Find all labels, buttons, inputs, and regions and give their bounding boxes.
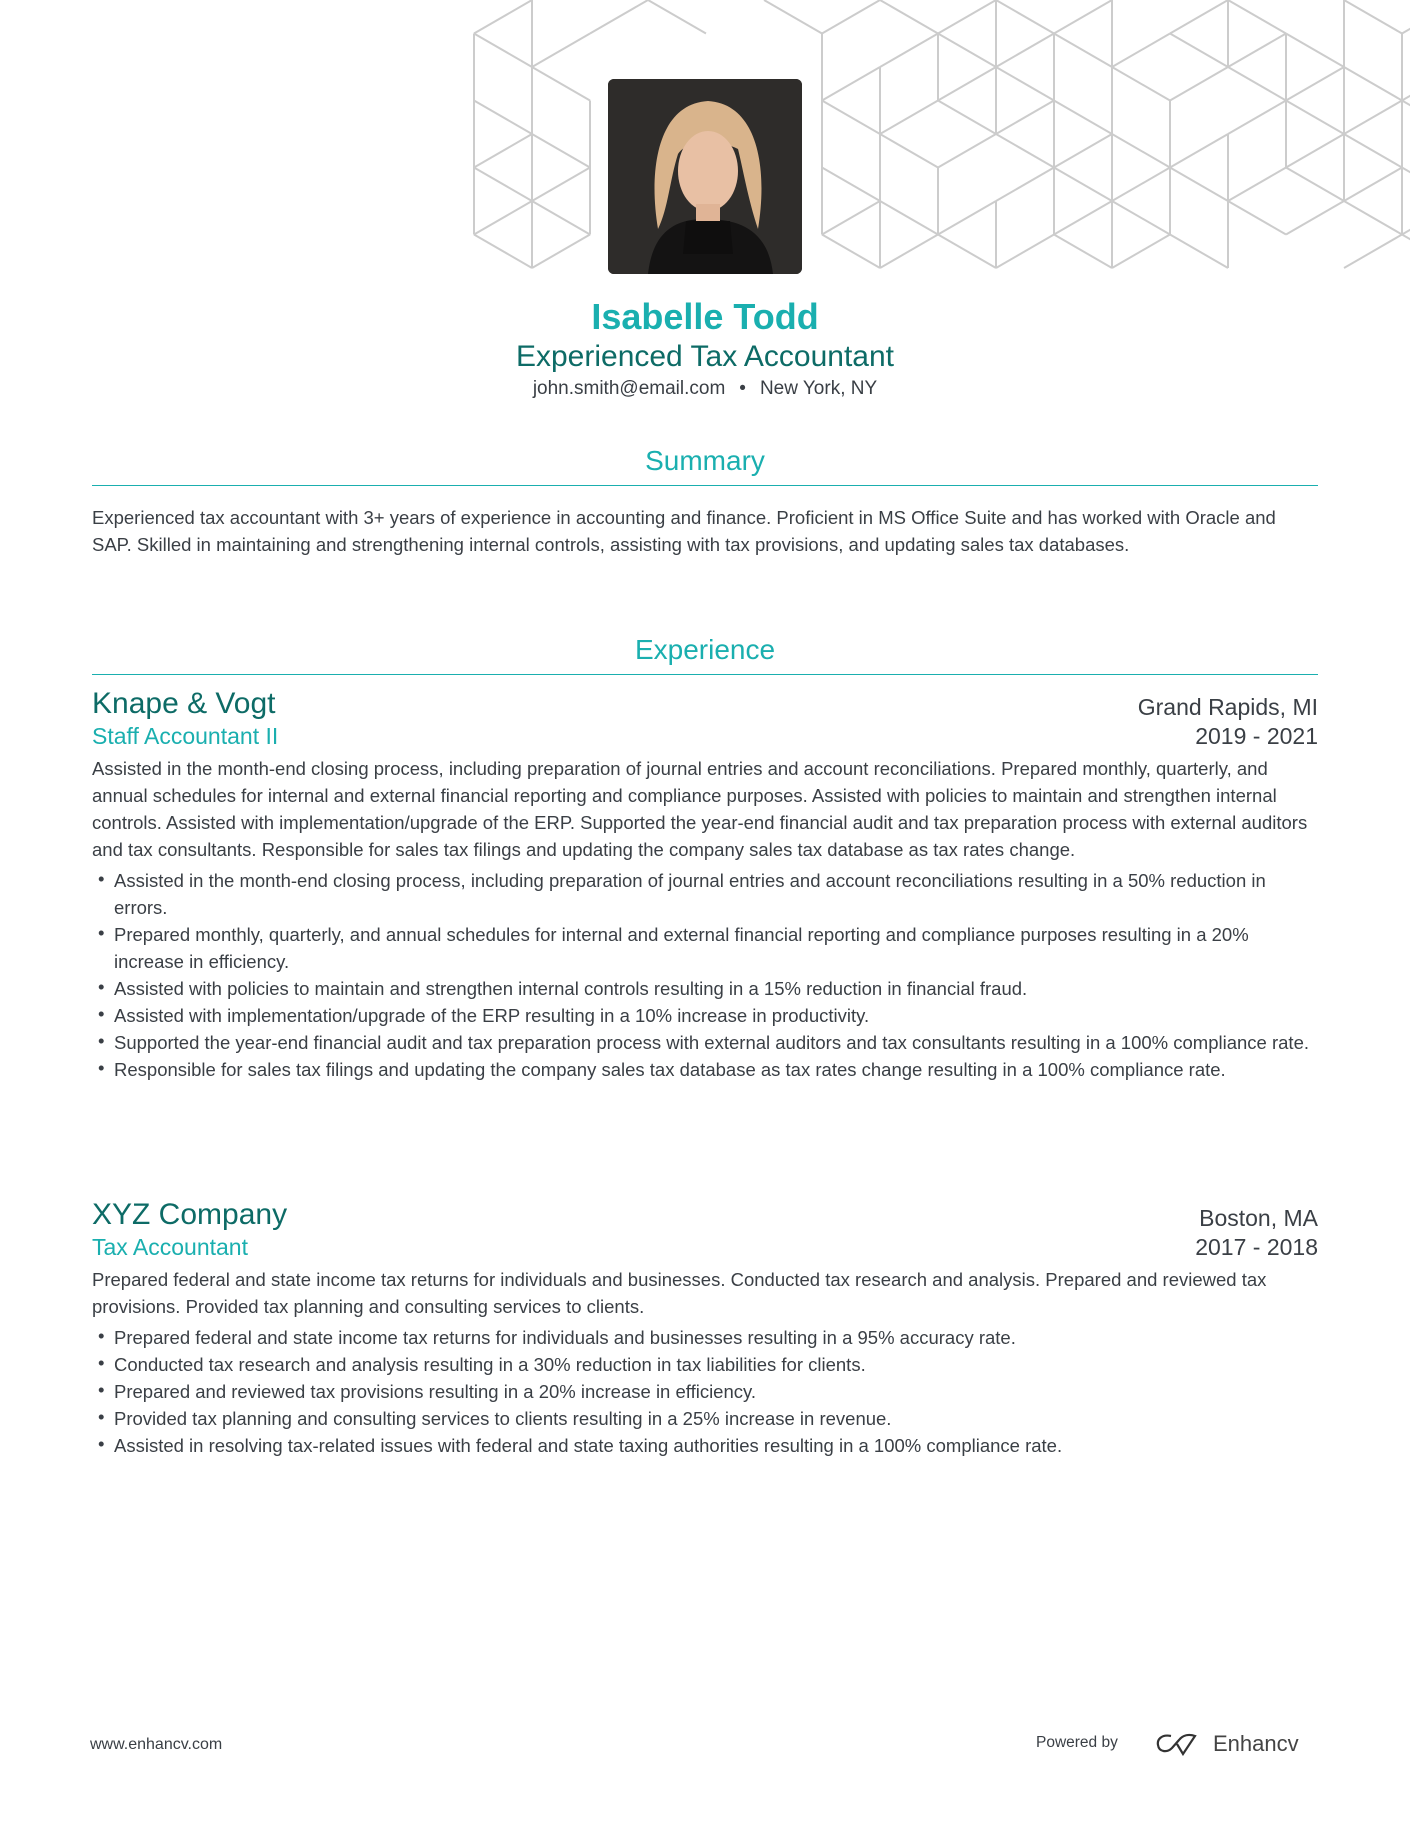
bullet-item: • Assisted with implementation/upgrade of the ERP resulting in a 10% increase in productivity. xyxy=(92,1002,1318,1029)
pattern-line xyxy=(938,134,996,168)
job-company: Knape & Vogt xyxy=(92,690,276,720)
pattern-line xyxy=(996,0,1054,34)
pattern-line xyxy=(648,0,706,34)
pattern-line xyxy=(880,134,938,168)
pattern-line xyxy=(938,235,996,269)
pattern-line xyxy=(1286,168,1344,202)
enhancv-logo[interactable] xyxy=(1155,1731,1299,1757)
bullet-item: • Prepared federal and state income tax returns for individuals and businesses resulting in a 95% accuracy rate. xyxy=(92,1324,1318,1351)
pattern-line xyxy=(1344,0,1402,34)
job-bullets xyxy=(92,1324,1318,1459)
pattern-line xyxy=(1170,134,1228,168)
pattern-line xyxy=(474,101,532,135)
pattern-line xyxy=(474,168,532,202)
candidate-name: Isabelle Todd xyxy=(591,296,819,337)
pattern-line xyxy=(532,235,590,269)
pattern-line xyxy=(1112,201,1170,235)
pattern-line xyxy=(1286,34,1344,68)
pattern-line xyxy=(938,67,996,101)
pattern-line xyxy=(996,101,1054,135)
pattern-line xyxy=(1402,101,1410,135)
pattern-line xyxy=(1344,235,1402,269)
summary-text: Experienced tax accountant with 3+ years of experience in accounting and finance. Proficient in MS Office Suite and has worked with Oracle and SAP. Skilled in maintaining and strengthening internal controls, assisting with tax provisions, and updating sales tax databases. xyxy=(92,507,1276,555)
pattern-line xyxy=(1112,34,1170,68)
job-bullets xyxy=(92,867,1318,1083)
bullet-item: • Conducted tax research and analysis resulting in a 30% reduction in tax liabilities for clients. xyxy=(92,1351,1318,1378)
brand-name: Enhancv xyxy=(1213,1731,1299,1756)
pattern-line xyxy=(474,134,532,168)
pattern-line xyxy=(474,34,532,68)
pattern-line xyxy=(532,134,590,168)
pattern-line xyxy=(764,0,822,34)
pattern-line xyxy=(1402,201,1410,235)
job-company: XYZ Company xyxy=(92,1201,288,1231)
pattern-line xyxy=(1344,134,1402,168)
bullet-item: • Assisted in resolving tax-related issues with federal and state taxing authorities resulting in a 100% compliance rate. xyxy=(92,1432,1318,1459)
pattern-line xyxy=(1402,0,1410,34)
job-description: Assisted in the month-end closing process, including preparation of journal entries and account reconciliations. Prepared monthly, quarterly, and annual schedules for internal and external financial reporting and compliance purposes. Assisted with policies to maintain and strengthen internal controls. Assisted with implementation/upgrade of the ERP. Supported the year-end financial audit and tax preparation process with external auditors and tax consultants. Responsible for sales tax filings and updating the company sales tax database as tax rates change. xyxy=(92,758,1308,860)
email-link[interactable]: john.smith@email.com xyxy=(532,378,726,399)
pattern-line xyxy=(532,168,590,202)
job-dates: 2017 - 2018 xyxy=(1195,1234,1318,1260)
bullet-item: • Responsible for sales tax filings and updating the company sales tax database as tax rates change resulting in a 100% compliance rate. xyxy=(92,1056,1318,1083)
pattern-line xyxy=(822,101,880,135)
bullet-item: • Prepared and reviewed tax provisions resulting in a 20% increase in efficiency. xyxy=(92,1378,1318,1405)
pattern-line xyxy=(474,0,532,34)
pattern-line xyxy=(996,168,1054,202)
contact-info xyxy=(0,378,1410,400)
profile-photo xyxy=(608,79,802,274)
pattern-line xyxy=(590,0,648,34)
pattern-line xyxy=(996,235,1054,269)
pattern-line xyxy=(1054,134,1112,168)
pattern-line xyxy=(1228,201,1286,235)
pattern-line xyxy=(1054,0,1112,34)
bullet-item: • Assisted in the month-end closing process, including preparation of journal entries and account reconciliations resulting in a 50% reduction in errors. xyxy=(92,867,1318,921)
pattern-line xyxy=(1402,168,1410,202)
separator: • xyxy=(739,378,746,399)
pattern-line xyxy=(1054,34,1112,68)
pattern-line xyxy=(938,34,996,68)
pattern-line xyxy=(1228,0,1286,34)
pattern-line xyxy=(1286,201,1344,235)
pattern-line xyxy=(1170,235,1228,269)
pattern-line xyxy=(1286,101,1344,135)
footer-website[interactable]: www.enhancv.com xyxy=(90,1736,223,1753)
pattern-line xyxy=(1170,34,1228,68)
pattern-line xyxy=(532,34,590,68)
job-role: Staff Accountant II xyxy=(92,723,279,749)
pattern-line xyxy=(822,168,880,202)
pattern-line xyxy=(1344,168,1402,202)
pattern-line xyxy=(822,0,880,34)
pattern-line xyxy=(1344,101,1402,135)
pattern-line xyxy=(938,101,996,135)
powered-by-label: Powered by xyxy=(1036,1734,1118,1751)
pattern-line xyxy=(1112,235,1170,269)
pattern-line xyxy=(1228,67,1286,101)
pattern-line xyxy=(532,201,590,235)
job-location: Grand Rapids, MI xyxy=(1137,694,1318,720)
pattern-line xyxy=(822,67,880,101)
pattern-line xyxy=(938,0,996,34)
bullet-item: • Supported the year-end financial audit and tax preparation process with external auditors and tax consultants resulting in a 100% compliance rate. xyxy=(92,1029,1318,1056)
pattern-line xyxy=(1286,134,1344,168)
pattern-line xyxy=(1054,101,1112,135)
pattern-line xyxy=(1228,34,1286,68)
summary-heading: Summary xyxy=(92,445,1318,486)
pattern-line xyxy=(474,235,532,269)
job-entry xyxy=(92,1201,1318,1459)
bullet-item: • Assisted with policies to maintain and strengthen internal controls resulting in a 15% reduction in financial fraud. xyxy=(92,975,1318,1002)
experience-heading: Experience xyxy=(92,634,1318,675)
pattern-line xyxy=(1344,201,1402,235)
pattern-line xyxy=(996,134,1054,168)
pattern-line xyxy=(996,34,1054,68)
pattern-line xyxy=(880,235,938,269)
job-location: Boston, MA xyxy=(1199,1205,1318,1231)
pattern-line xyxy=(1344,67,1402,101)
pattern-line xyxy=(880,201,938,235)
pattern-line xyxy=(822,201,880,235)
pattern-line xyxy=(1054,168,1112,202)
pattern-line xyxy=(1286,67,1344,101)
bullet-item: • Prepared monthly, quarterly, and annual schedules for internal and external financial reporting and compliance purposes resulting in a 20% increase in efficiency. xyxy=(92,921,1318,975)
job-role: Tax Accountant xyxy=(92,1234,248,1260)
candidate-title: Experienced Tax Accountant xyxy=(515,340,895,373)
pattern-line xyxy=(938,201,996,235)
enhancv-logo-icon xyxy=(1155,1732,1203,1756)
pattern-line xyxy=(532,67,590,101)
pattern-line xyxy=(880,0,938,34)
pattern-line xyxy=(1112,134,1170,168)
pattern-line xyxy=(880,101,938,135)
job-description: Prepared federal and state income tax returns for individuals and businesses. Conducted tax research and analysis. Prepared and reviewed tax provisions. Provided tax planning and consulting services to clients. xyxy=(92,1269,1267,1317)
pattern-line xyxy=(1054,235,1112,269)
pattern-line xyxy=(1228,101,1286,135)
pattern-line xyxy=(1228,168,1286,202)
bullet-item: • Provided tax planning and consulting services to clients resulting in a 25% increase in revenue. xyxy=(92,1405,1318,1432)
location: New York, NY xyxy=(759,378,878,399)
pattern-line xyxy=(1170,168,1228,202)
job-dates: 2019 - 2021 xyxy=(1195,723,1318,749)
pattern-line xyxy=(1402,67,1410,101)
pattern-line xyxy=(1054,201,1112,235)
pattern-line xyxy=(1402,235,1410,269)
pattern-line xyxy=(474,201,532,235)
pattern-line xyxy=(1112,168,1170,202)
pattern-line xyxy=(1112,67,1170,101)
pattern-line xyxy=(1170,67,1228,101)
pattern-line xyxy=(880,34,938,68)
pattern-line xyxy=(996,67,1054,101)
pattern-line xyxy=(1170,0,1228,34)
pattern-line xyxy=(822,235,880,269)
job-entry xyxy=(92,690,1318,1083)
